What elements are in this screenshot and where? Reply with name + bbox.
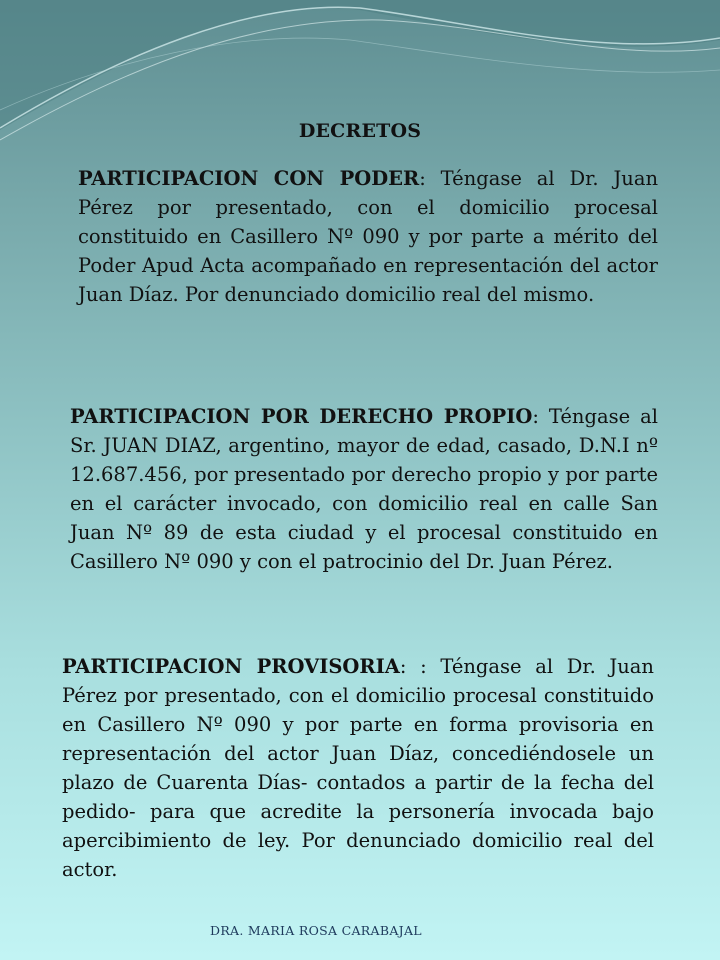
section-text: : : Téngase al Dr. Juan Pérez por presentado, con el domicilio procesal constituido en Casillero Nº 090 y por parte en forma provisoria en representación del actor Juan Díaz, concediéndosele un plazo de Cuarenta Días- contados a partir de la fecha del pedido- para que acredite la personería invocada bajo apercibimiento de ley. Por denunciado domicilio real del actor. — [62, 655, 654, 881]
author-footer: DRA. MARIA ROSA CARABAJAL — [210, 923, 422, 938]
section-heading: PARTICIPACION CON PODER — [78, 167, 420, 190]
section-heading: PARTICIPACION PROVISORIA — [62, 655, 400, 678]
section-text: : Téngase al Sr. JUAN DIAZ, argentino, mayor de edad, casado, D.N.I nº 12.687.456, por presentado por derecho propio y por parte en el carácter invocado, con domicilio real en calle San Juan Nº 89 de esta ciudad y el procesal constituido en Casillero Nº 090 y con el patrocinio del Dr. Juan Pérez. — [70, 405, 659, 573]
decree-participation-own-right — [70, 402, 658, 576]
decree-participation-with-power — [78, 164, 658, 309]
decree-participation-provisional — [62, 652, 654, 884]
section-text: : Téngase al Dr. Juan Pérez por presentado, con el domicilio procesal constituido en Casillero Nº 090 y por parte a mérito del Poder Apud Acta acompañado en representación del actor Juan Díaz. Por denunciado domicilio real del mismo. — [78, 167, 658, 306]
page-title: DECRETOS — [298, 120, 422, 142]
section-heading: PARTICIPACION POR DERECHO PROPIO — [70, 405, 533, 428]
